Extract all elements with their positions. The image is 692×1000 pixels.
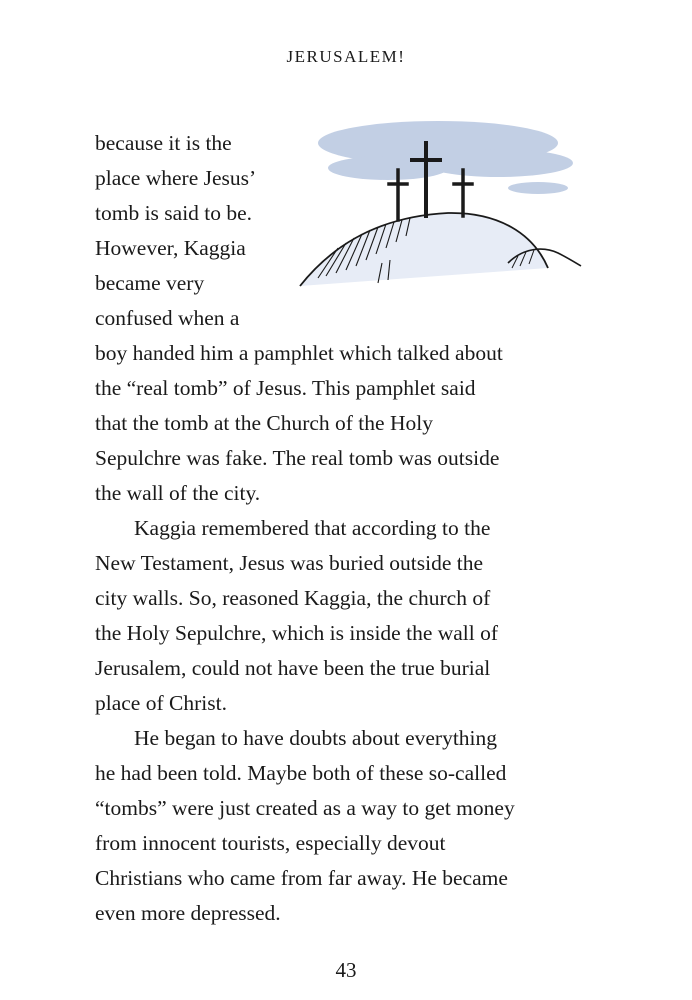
three-crosses-on-hill-illustration — [298, 88, 583, 313]
page-number: 43 — [335, 958, 357, 982]
sky-wash — [318, 121, 573, 194]
body-line: New Testament, Jesus was buried outside the — [95, 551, 484, 575]
body-line: because it is the — [95, 131, 232, 155]
body-line: he had been told. Maybe both of these so-called — [95, 761, 507, 785]
body-line: the “real tomb” of Jesus. This pamphlet said — [95, 376, 476, 400]
body-line: tomb is said to be. — [95, 201, 253, 225]
body-line: place where Jesus’ — [95, 166, 257, 190]
body-line: confused when a — [95, 306, 240, 330]
body-line: that the tomb at the Church of the Holy — [95, 411, 433, 435]
body-line: He began to have doubts about everything — [134, 726, 498, 750]
body-line: Kaggia remembered that according to the — [134, 516, 491, 540]
body-line: even more depressed. — [95, 901, 281, 925]
body-line: However, Kaggia — [95, 236, 246, 260]
cross-icon — [454, 170, 472, 216]
body-line: from innocent tourists, especially devout — [95, 831, 446, 855]
body-line: boy handed him a pamphlet which talked about — [95, 341, 503, 365]
body-line: the wall of the city. — [95, 481, 261, 505]
running-head: JERUSALEM! — [286, 47, 406, 66]
body-line: “tombs” were just created as a way to get money — [95, 796, 515, 820]
body-line: city walls. So, reasoned Kaggia, the church of — [95, 586, 491, 610]
body-line: Christians who came from far away. He became — [95, 866, 508, 890]
body-line: place of Christ. — [95, 691, 227, 715]
body-line: became very — [95, 271, 205, 295]
body-line: Jerusalem, could not have been the true burial — [95, 656, 491, 680]
body-line: the Holy Sepulchre, which is inside the wall of — [95, 621, 499, 645]
body-line: Sepulchre was fake. The real tomb was outside — [95, 446, 500, 470]
